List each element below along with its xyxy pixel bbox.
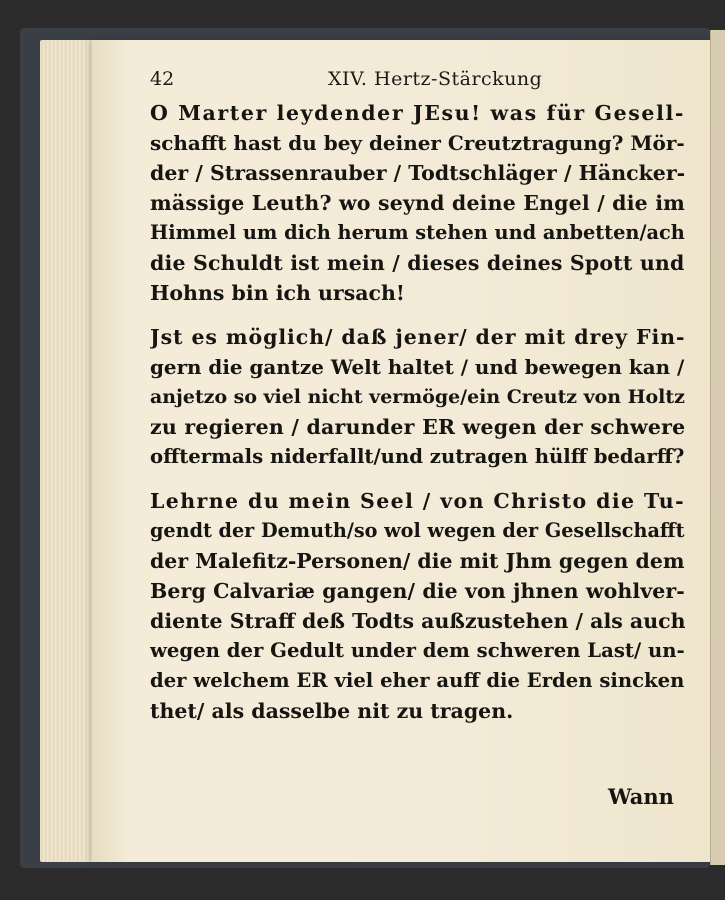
running-head: XIV. Hertz-Stärckung [328,68,543,90]
text-line: gendt der Demuth/so wol wegen der Gesellschafft [150,519,685,542]
page-header [150,68,570,96]
paragraph-3 [150,486,685,726]
text-line: der / Strassenrauber / Todtschläger / Häncker- [150,161,685,185]
text-line: der welchem ER viel eher auff die Erden sincken [150,669,685,692]
text-line: Himmel um dich herum stehen und anbetten/ach [150,221,685,244]
facing-page-edge [710,30,725,865]
text-line: wegen der Gedult under dem schweren Last/ un- [150,639,685,662]
catchword: Wann [608,784,674,809]
text-line: thet/ als dasselbe nit zu tragen. [150,699,514,723]
text-line: Berg Calvariæ gangen/ die von jhnen wohlver- [150,579,685,603]
paragraph-1 [150,98,685,308]
text-line: die Schuldt ist mein / dieses deines Spott und [150,251,685,275]
text-line: Hohns bin ich ursach! [150,281,405,305]
text-line: gern die gantze Welt haltet / und bewegen kan / [150,355,685,379]
text-line: diente Straff deß Todts außzustehen / als auch [150,609,685,633]
body-text [150,98,685,740]
text-line: schafft hast du bey deiner Creutztragung? Mör- [150,131,685,155]
text-line: offtermals niderfallt/und zutragen hülff bedarff? [150,445,685,468]
paragraph-2 [150,322,685,472]
text-line: anjetzo so viel nicht vermöge/ein Creutz von Holtz [150,386,685,408]
text-line: O Marter leydender JEsu! was für Gesell- [150,101,685,125]
text-line: Jst es möglich/ daß jener/ der mit drey Fin- [150,325,685,349]
text-line: der Malefitz-Personen/ die mit Jhm gegen dem [150,549,685,573]
page-number: 42 [150,68,175,90]
text-line: mässige Leuth? wo seynd deine Engel / die im [150,191,685,215]
text-line: zu regieren / darunder ER wegen der schwere [150,415,685,439]
text-line: Lehrne du mein Seel / von Christo die Tu- [150,489,685,513]
